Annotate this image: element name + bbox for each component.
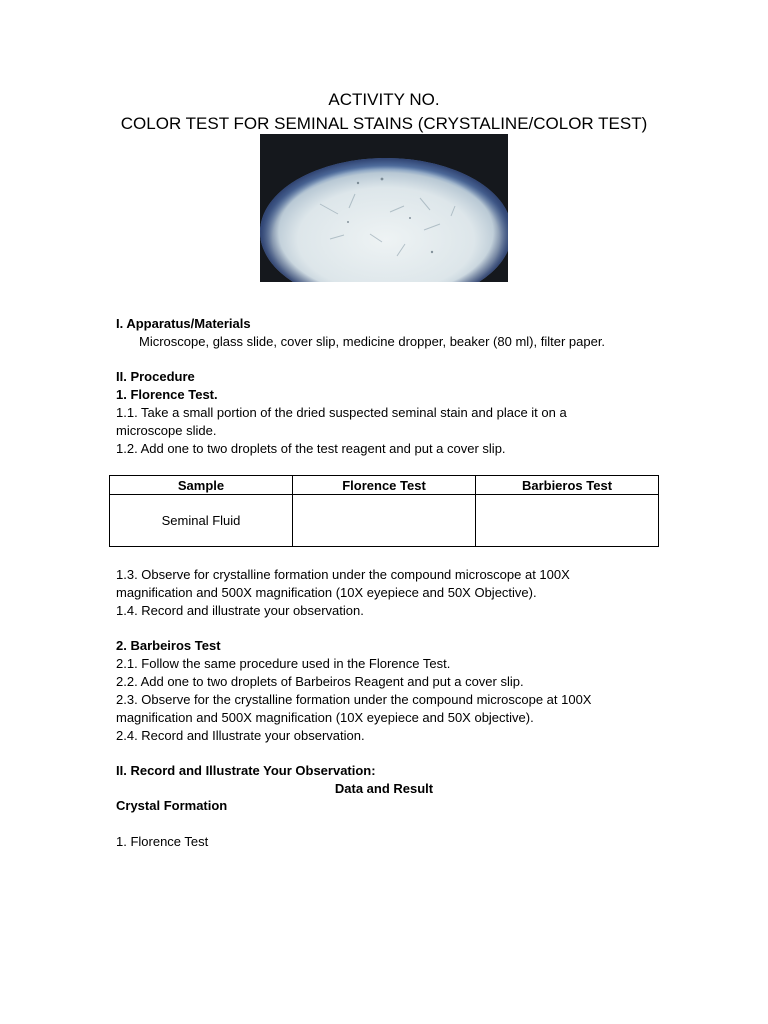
table-header-row bbox=[110, 476, 659, 495]
barbeiros-heading: 2. Barbeiros Test bbox=[116, 638, 221, 653]
florence-test-item: 1. Florence Test bbox=[116, 834, 209, 849]
step-2-2: 2.2. Add one to two droplets of Barbeiros Reagent and put a cover slip. bbox=[116, 674, 524, 689]
step-1-4: 1.4. Record and illustrate your observation. bbox=[116, 603, 364, 618]
cell-barbieros-result bbox=[476, 495, 659, 547]
step-1-3-line2: magnification and 500X magnification (10X eyepiece and 50X Objective). bbox=[116, 585, 537, 600]
cell-florence-result bbox=[293, 495, 476, 547]
step-1-1-line2: microscope slide. bbox=[116, 423, 217, 438]
results-table bbox=[109, 475, 659, 547]
procedure-heading: II. Procedure bbox=[116, 369, 195, 384]
florence-heading: 1. Florence Test. bbox=[116, 387, 218, 402]
data-result-subtitle: Data and Result bbox=[334, 781, 434, 796]
activity-title: ACTIVITY NO. bbox=[328, 90, 440, 109]
step-2-1: 2.1. Follow the same procedure used in the Florence Test. bbox=[116, 656, 451, 671]
step-2-4: 2.4. Record and Illustrate your observation. bbox=[116, 728, 365, 743]
header-sample: Sample bbox=[110, 476, 293, 495]
step-2-3-line1: 2.3. Observe for the crystalline formation under the compound microscope at 100X bbox=[116, 692, 592, 707]
observation-heading: II. Record and Illustrate Your Observation: bbox=[116, 763, 376, 778]
microscope-image bbox=[260, 134, 508, 282]
header-barbieros-test: Barbieros Test bbox=[476, 476, 659, 495]
materials-list: Microscope, glass slide, cover slip, medicine dropper, beaker (80 ml), filter paper. bbox=[139, 334, 606, 349]
apparatus-heading: I. Apparatus/Materials bbox=[116, 316, 251, 331]
step-2-3-line2: magnification and 500X magnification (10X eyepiece and 50X objective). bbox=[116, 710, 534, 725]
header-florence-test: Florence Test bbox=[293, 476, 476, 495]
cell-sample: Seminal Fluid bbox=[110, 495, 293, 547]
crystal-formation-heading: Crystal Formation bbox=[116, 798, 228, 813]
activity-subtitle: COLOR TEST FOR SEMINAL STAINS (CRYSTALINE/COLOR TEST) bbox=[120, 114, 648, 133]
step-1-3-line1: 1.3. Observe for crystalline formation under the compound microscope at 100X bbox=[116, 567, 570, 582]
step-1-2: 1.2. Add one to two droplets of the test reagent and put a cover slip. bbox=[116, 441, 506, 456]
table-row bbox=[110, 495, 659, 547]
step-1-1-line1: 1.1. Take a small portion of the dried suspected seminal stain and place it on a bbox=[116, 405, 567, 420]
